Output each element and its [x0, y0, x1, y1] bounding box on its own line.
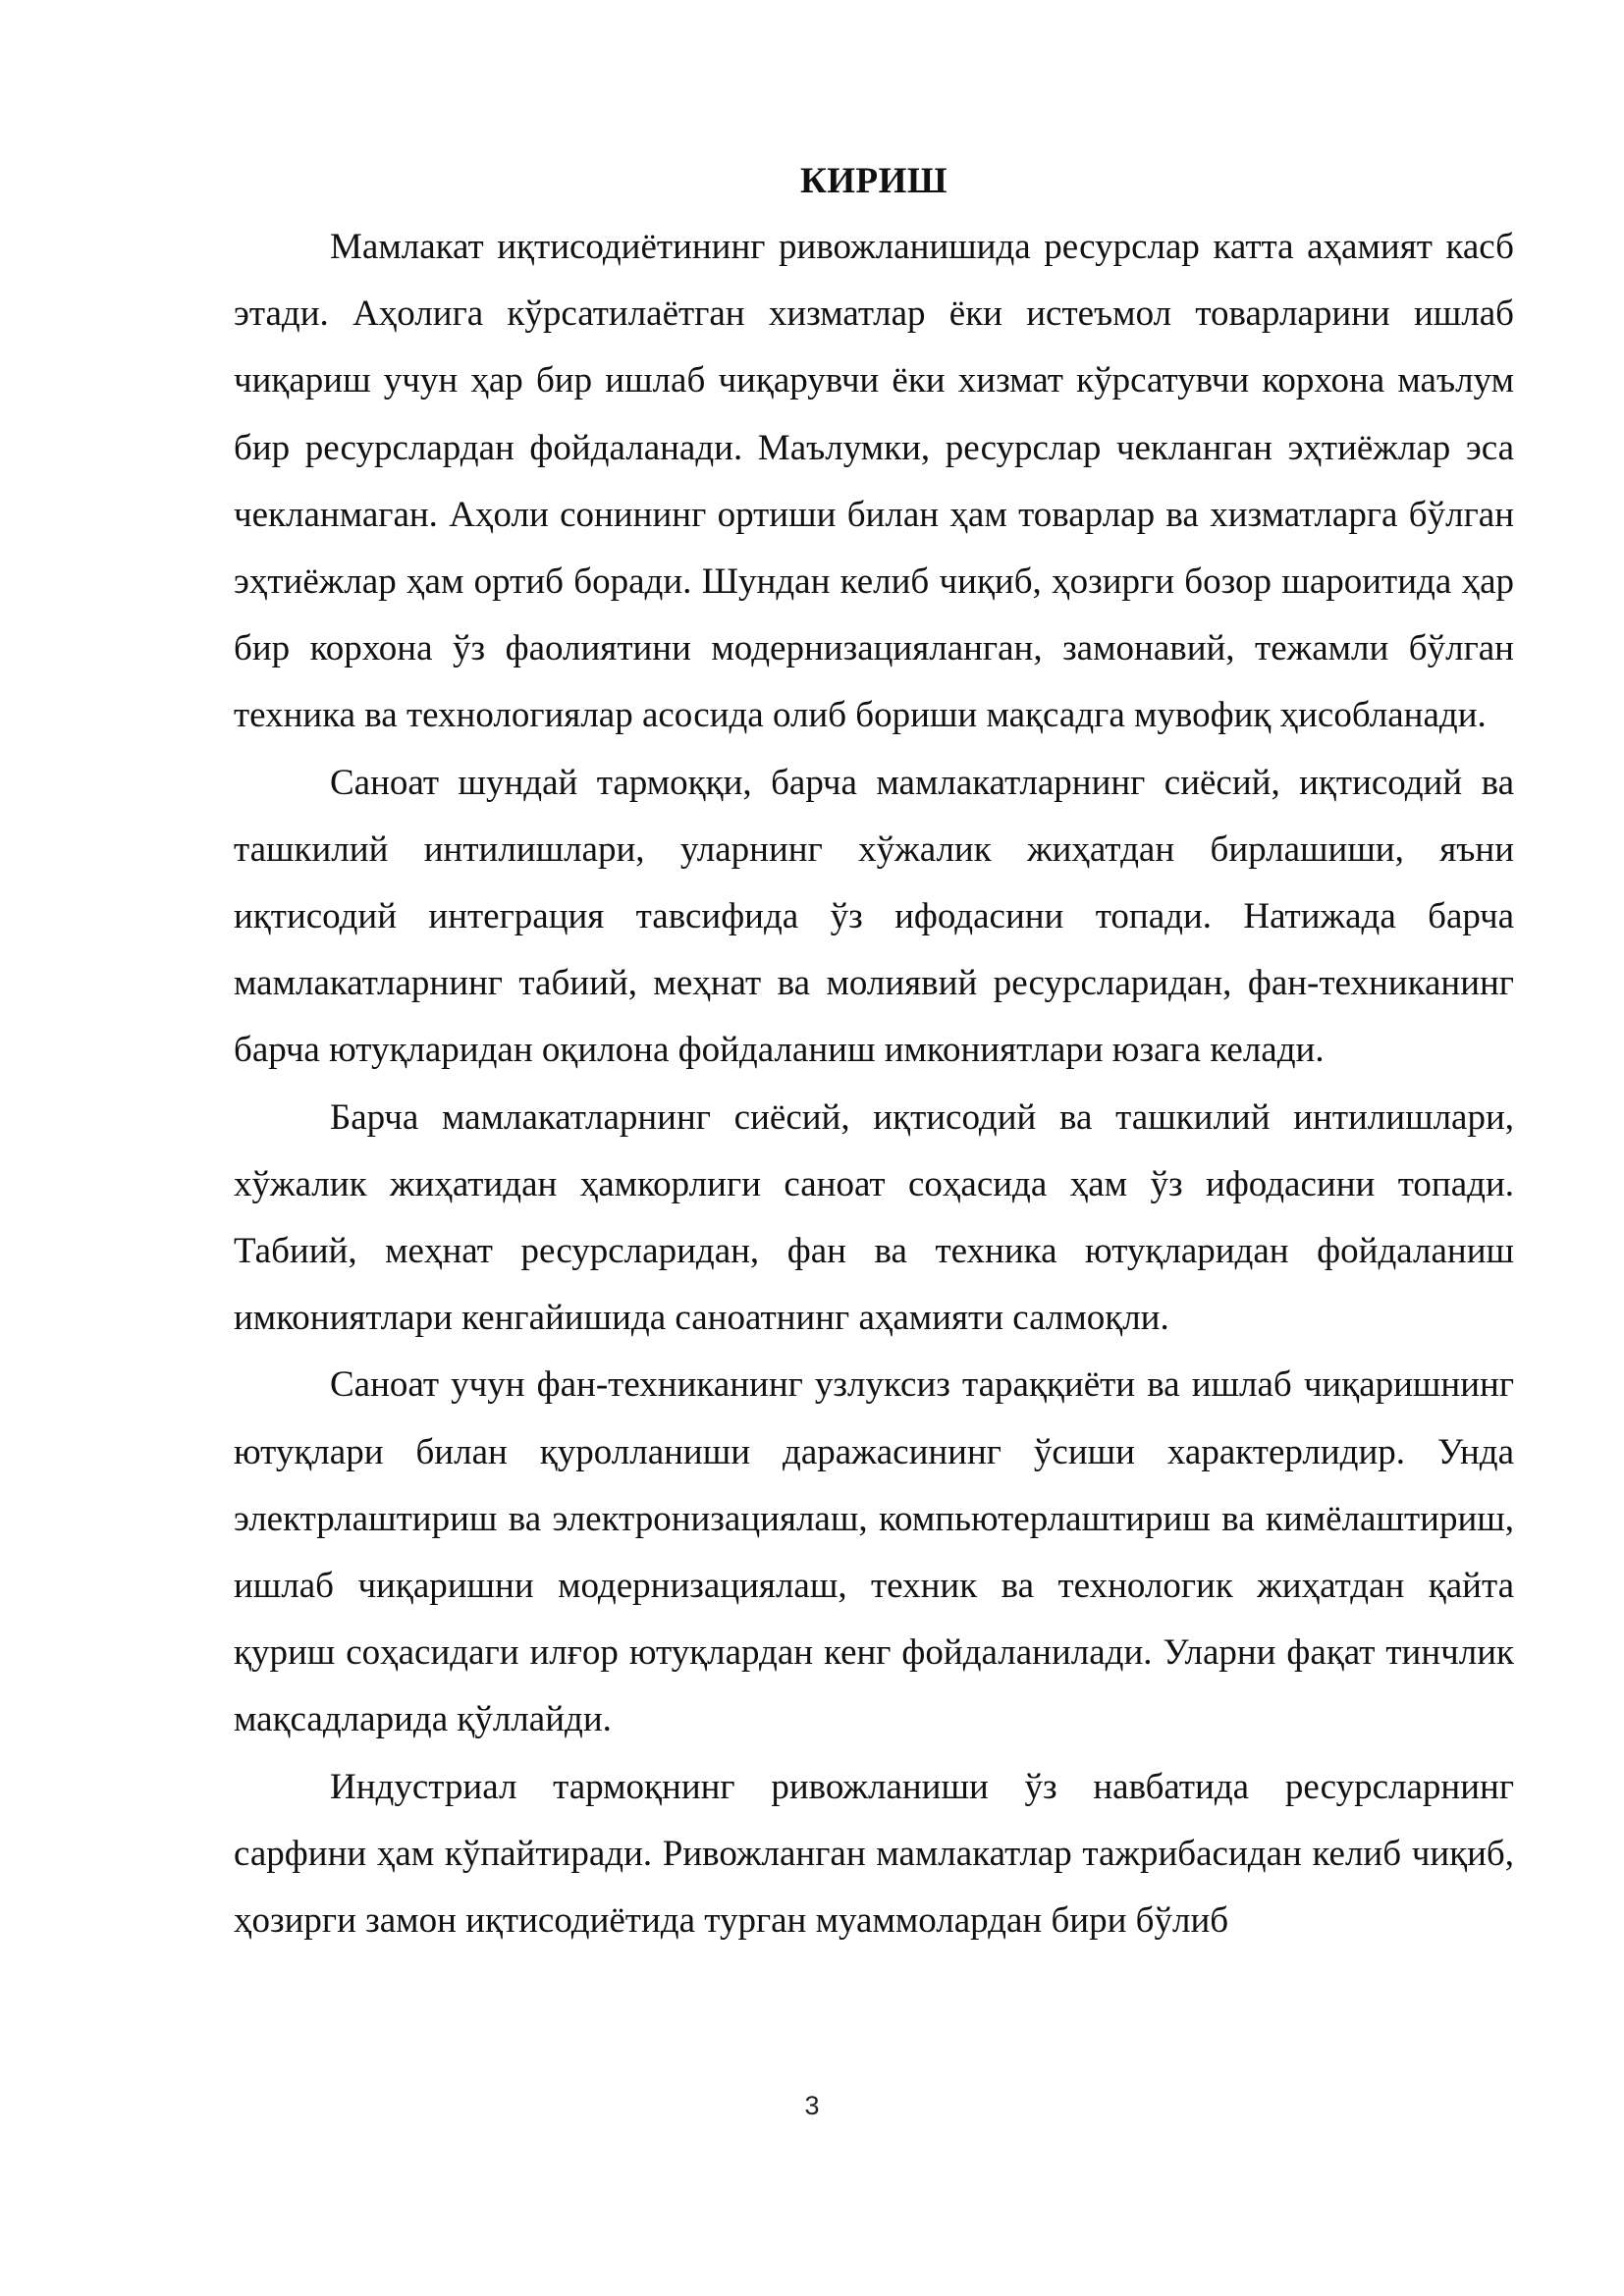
page-content — [234, 149, 1514, 1954]
paragraph-5: Индустриал тармоқнинг ривожланиши ўз навбатида ресурсларнинг сарфини ҳам кўпайтиради. Ривожланган мамлакатлар тажрибасидан келиб чиқиб, ҳозирги замон иқтисодиётида турган муаммолардан бири бўлиб — [234, 1766, 1514, 1942]
paragraph-1: Мамлакат иқтисодиётининг ривожланишида ресурслар катта аҳамият касб этади. Аҳолига кўрсатилаётган хизматлар ёки истеъмол товарларини ишлаб чиқариш учун ҳар бир ишлаб чиқарувчи ёки хизмат кўрсатувчи корхона маълум бир ресурслардан фойдаланади. Маълумки, ресурслар чекланган эҳтиёжлар эса чекланмаган. Аҳоли сонининг ортиши билан ҳам товарлар ва хизматларга бўлган эҳтиёжлар ҳам ортиб боради. Шундан келиб чиқиб, ҳозирги бозор шароитида ҳар бир корхона ўз фаолиятини модернизацияланган, замонавий, тежамли бўлган техника ва технологиялар асосида олиб бориши мақсадга мувофиқ ҳисобланади. — [234, 227, 1514, 736]
paragraph-4: Саноат учун фан-техниканинг узлуксиз тараққиёти ва ишлаб чиқаришнинг ютуқлари билан қуролланиши даражасининг ўсиши характерлидир. Унда электрлаштириш ва электронизациялаш, компьютерлаштириш ва кимёлаштириш, ишлаб чиқаришни модернизациялаш, техник ва технологик жиҳатдан қайта қуриш соҳасидаги илғор ютуқлардан кенг фойдаланилади. Уларни фақат тинчлик мақсадларида қўллайди. — [234, 1364, 1514, 1740]
paragraph-3: Барча мамлакатларнинг сиёсий, иқтисодий ва ташкилий интилишлари, хўжалик жиҳатидан ҳамкорлиги саноат соҳасида ҳам ўз ифодасини топади. Табиий, меҳнат ресурсларидан, фан ва техника ютуқларидан фойдаланиш имкониятлари кенгайишида саноатнинг аҳамияти салмоқли. — [234, 1096, 1514, 1339]
page-heading: КИРИШ — [799, 161, 948, 201]
paragraph-2: Саноат шундай тармоққи, барча мамлакатларнинг сиёсий, иқтисодий ва ташкилий интилишлари, уларнинг хўжалик жиҳатдан бирлашиши, яъни иқтисодий интеграция тавсифида ўз ифодасини топади. Натижада барча мамлакатларнинг табиий, меҳнат ва молиявий ресурсларидан, фан-техниканинг барча ютуқларидан оқилона фойдаланиш имкониятлари юзага келади. — [234, 762, 1514, 1071]
page-number: 3 — [804, 2091, 820, 2120]
